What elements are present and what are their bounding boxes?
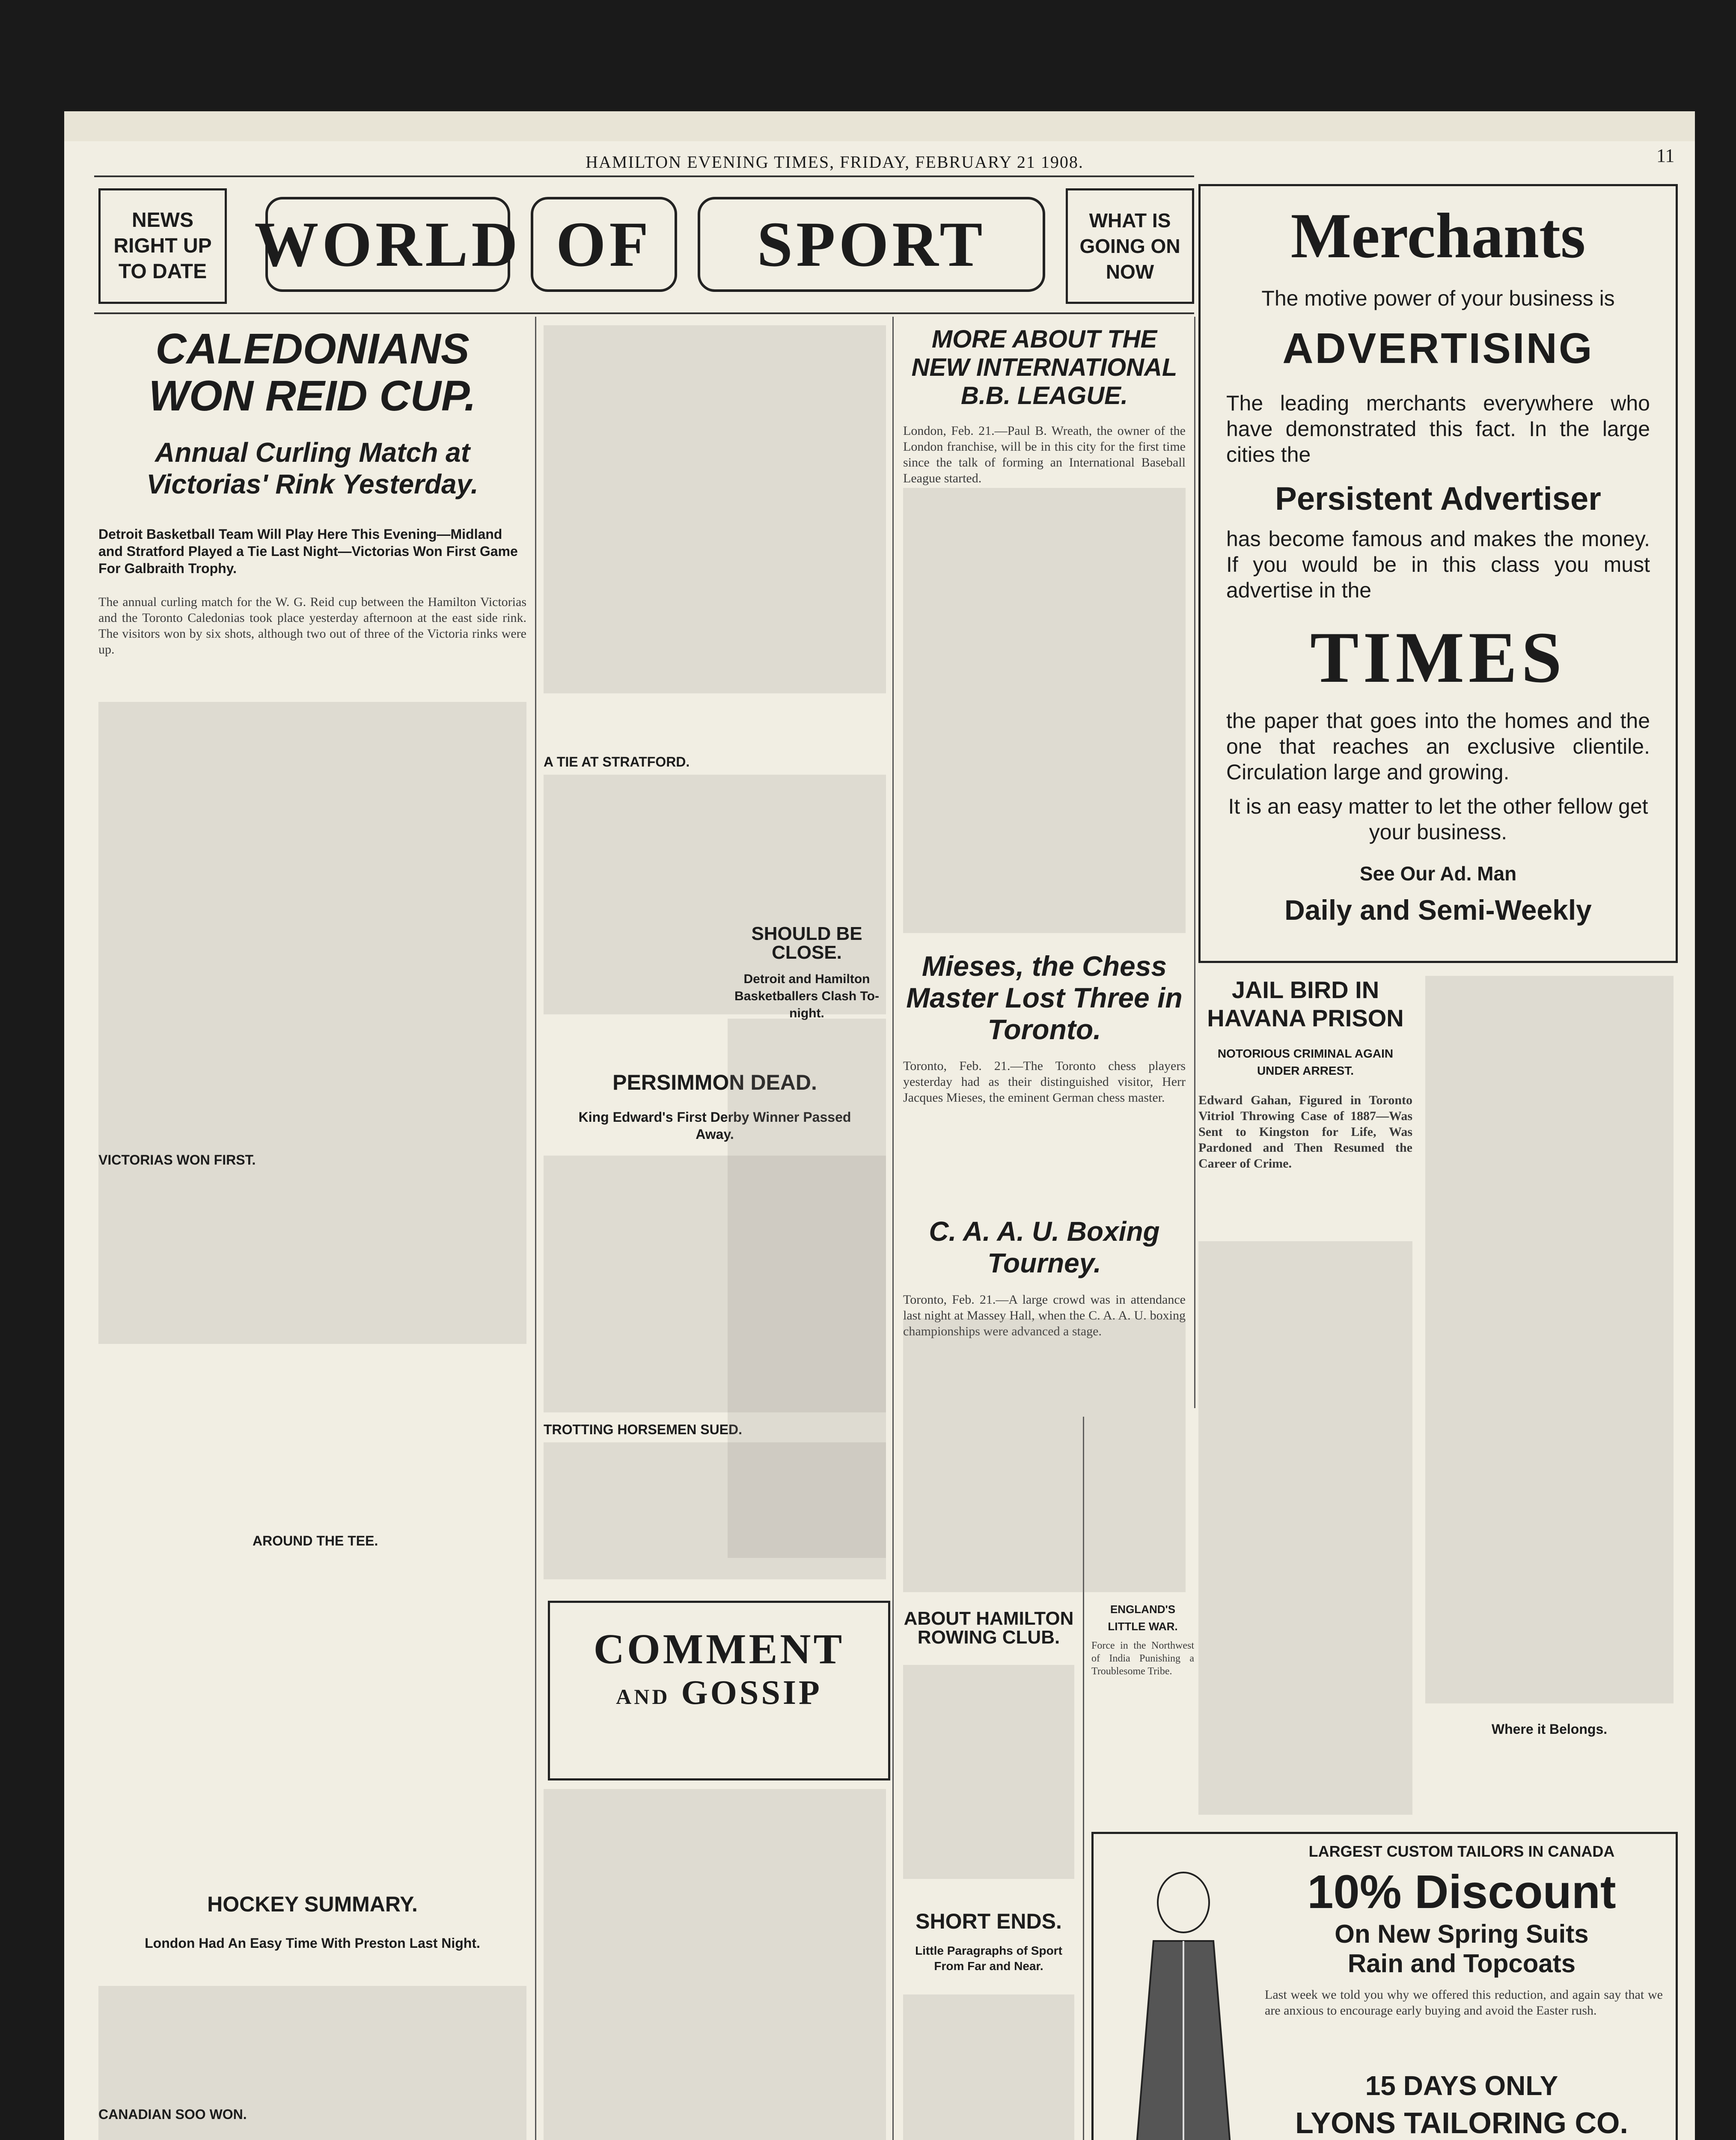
comment-word: COMMENT (593, 1625, 845, 1673)
league-headline: MORE ABOUT THE NEW INTERNATIONAL B.B. LEAGUE. (911, 325, 1177, 410)
banner-word-sport: SPORT (698, 197, 1045, 292)
close-headline: SHOULD BE CLOSE. (751, 924, 862, 963)
merchants-p2: The leading merchants everywhere who have demonstrated this fact. In the large cities the (1226, 391, 1650, 467)
jailbird-continued (1425, 976, 1674, 1823)
league-article (903, 325, 1186, 942)
jailbird-sub: Edward Gahan, Figured in Toronto Vitriol Throwing Case of 1887—Was Sent to Kingston for Life, Was Pardoned and Then Resumed the Career of Crime. (1198, 1093, 1412, 1171)
persimmon-headline: PERSIMMON DEAD. (612, 1070, 817, 1094)
jailbird-headline: JAIL BIRD IN HAVANA PRISON (1207, 976, 1404, 1031)
chess-headline: Mieses, the Chess Master Lost Three in Toronto. (906, 950, 1183, 1045)
column-text-block (903, 1318, 1186, 1592)
spring-suits: On New Spring Suits (1335, 1920, 1589, 1948)
column-text-block (1198, 1241, 1412, 1815)
short-ends-deck: Little Paragraphs of Sport From Far and Near. (915, 1944, 1062, 1973)
caledonians-lead: The annual curling match for the W. G. Reid cup between the Hamilton Victorias and the Toronto Caledonias took place yesterday afternoon at the east side rink. The visitors won by six shots, although two out of three of the Victoria rinks were up. (98, 595, 526, 657)
merchants-p4: the paper that goes into the homes and the one that reaches an exclusive clientile. Circulation large and growing. (1226, 709, 1650, 784)
persistent-advertiser: Persistent Advertiser (1275, 481, 1601, 517)
dateline: HAMILTON EVENING TIMES, FRIDAY, FEBRUARY 21 1908. (586, 152, 1084, 172)
merchants-ad (1198, 184, 1678, 963)
merchants-title: Merchants (1290, 200, 1586, 271)
boxing-lead: Toronto, Feb. 21.—A large crowd was in attendance last night at Massey Hall, when the C. A. A. U. boxing championships were advanced a stage. (903, 1293, 1186, 1338)
going-box: WHAT IS GOING ON NOW (1066, 188, 1194, 304)
comment-gossip-box (548, 1601, 890, 1780)
caledonians-article (98, 325, 526, 2140)
stratford-head: A TIE AT STRATFORD. (544, 754, 690, 770)
news-box: NEWS RIGHT UP TO DATE (98, 188, 227, 304)
little-war-deck: Force in the Northwest of India Punishing a Troublesome Tribe. (1091, 1640, 1194, 1677)
see-ad-man: See Our Ad. Man (1359, 862, 1517, 885)
hockey-summary-headline: HOCKEY SUMMARY. (207, 1892, 418, 1916)
advertising-word: ADVERTISING (1282, 324, 1594, 372)
close-deck: Detroit and Hamilton Basketballers Clash To-night. (734, 972, 879, 1020)
jailbird-deck: NOTORIOUS CRIMINAL AGAIN UNDER ARREST. (1217, 1047, 1394, 1077)
jailbird-article (1198, 976, 1412, 1823)
column-text-block (98, 702, 526, 1344)
should-be-close-article (728, 924, 886, 1566)
tailor-top: LARGEST CUSTOM TAILORS IN CANADA (1308, 1843, 1615, 1860)
short-ends-headline: SHORT ENDS. (916, 1909, 1062, 1933)
column-rule (1194, 317, 1195, 1408)
where-it-belongs: Where it Belongs. (1491, 1721, 1608, 1737)
hockey-deck: London Had An Easy Time With Preston Last Night. (145, 1935, 480, 1951)
gossip-word: GOSSIP (681, 1674, 822, 1712)
column-text-block (544, 1789, 886, 2140)
column-text-block (728, 1019, 886, 1558)
chess-lead: Toronto, Feb. 21.—The Toronto chess players yesterday had as their distinguished visitor, Herr Jacques Mieses, the eminent German chess master. (903, 1059, 1186, 1105)
merchants-p3: has become famous and makes the money. If you would be in this class you must advertise in the (1226, 527, 1650, 602)
boxing-headline: C. A. A. U. Boxing Tourney. (929, 1216, 1160, 1278)
section-around-tee: AROUND THE TEE. (253, 1533, 378, 1549)
little-war-article (1091, 1601, 1194, 1823)
rowing-article (903, 1609, 1074, 2140)
banner-word-world: WORLD (265, 197, 510, 292)
tailor-body: Last week we told you why we offered this reduction, and again say that we are anxious to encourage early buying and avoid the Easter rush. (1265, 1988, 1663, 2018)
tailor-name: LYONS TAILORING CO. (1295, 2106, 1628, 2140)
discount: 10% Discount (1307, 1866, 1616, 1918)
page-number: 11 (1656, 145, 1675, 166)
boxing-article (903, 1216, 1186, 1601)
section-canadian-soo: CANADIAN SOO WON. (98, 2107, 247, 2122)
caledonians-subhead: Annual Curling Match at Victorias' Rink Yesterday. (146, 437, 479, 499)
column-text-block (903, 1665, 1074, 1879)
times-word: TIMES (1310, 617, 1566, 698)
fifteen-days: 15 DAYS ONLY (1365, 2070, 1558, 2101)
newspaper-page (64, 111, 1695, 2140)
rain-topcoats: Rain and Topcoats (1347, 1949, 1576, 1978)
league-lead: London, Feb. 21.—Paul B. Wreath, the owner of the London franchise, will be in this city for the first time since the talk of forming an International Baseball League started. (903, 424, 1186, 485)
caledonians-deck: Detroit Basketball Team Will Play Here This Evening—Midland and Stratford Played a Tie Last Night—Victorias Won First Game For Galbraith Trophy. (98, 526, 518, 576)
column-rule (535, 317, 536, 2140)
caledonians-headline: CALEDONIANS WON REID CUP. (149, 325, 476, 420)
section-victorias: VICTORIAS WON FIRST. (98, 1152, 256, 1168)
daily-semi-weekly: Daily and Semi-Weekly (1284, 894, 1592, 926)
column-text-block (544, 325, 886, 693)
column-text-block (1425, 976, 1674, 1703)
little-war-headline: ENGLAND'S LITTLE WAR. (1108, 1603, 1178, 1633)
gentleman-illustration (1102, 1868, 1260, 2140)
merchants-p1: The motive power of your business is (1261, 286, 1615, 310)
banner-rule (94, 312, 1194, 314)
persimmon-deck: King Edward's First Derby Winner Passed Away. (578, 1109, 851, 1142)
horsemen-head: TROTTING HORSEMEN SUED. (544, 1422, 743, 1437)
page-top-edge (64, 111, 1695, 141)
spacer (723, 325, 886, 330)
gossip-line (550, 1673, 888, 1712)
merchants-p5: It is an easy matter to let the other fellow get your business. (1228, 794, 1648, 844)
rowing-headline: ABOUT HAMILTON ROWING CLUB. (904, 1609, 1074, 1648)
header-rule (94, 175, 1194, 177)
banner-word-of: OF (531, 197, 677, 292)
and-word: AND (616, 1685, 670, 1709)
column-text-block (903, 488, 1186, 933)
column-rule (892, 317, 894, 2140)
tailor-ad (1091, 1832, 1678, 2140)
column-text-block (903, 1994, 1074, 2140)
